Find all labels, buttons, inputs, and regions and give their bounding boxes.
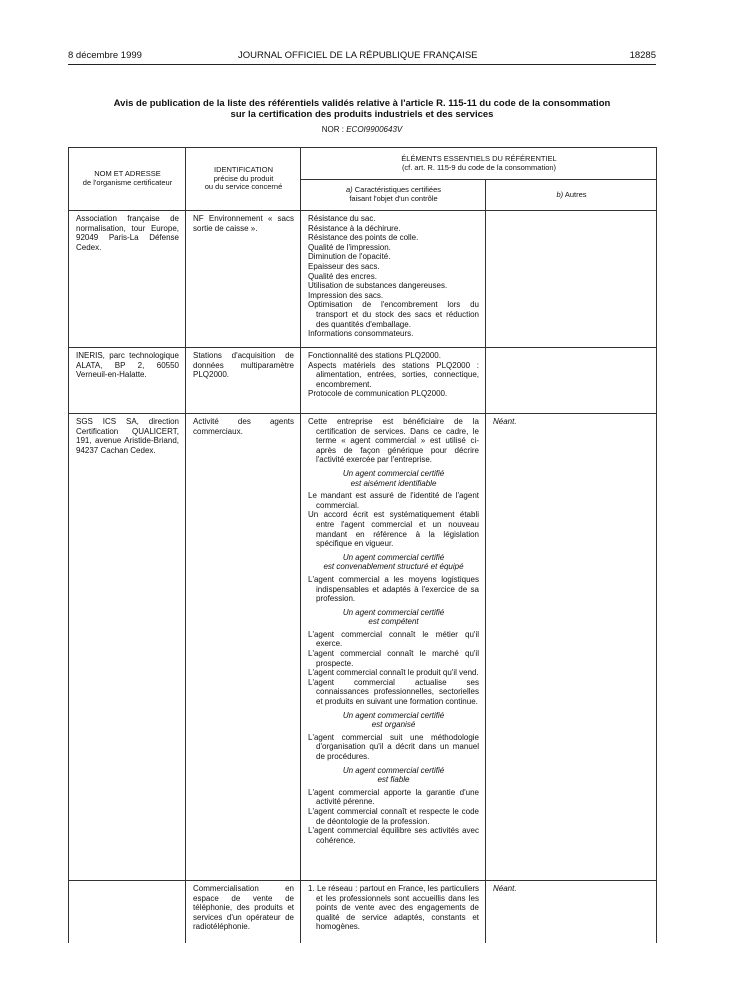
list-item: Fonctionnalité des stations PLQ2000. <box>308 351 441 360</box>
caracteristiques-cell <box>301 414 486 881</box>
organisme-cell: SGS ICS SA, direction Certification QUALICERT, 191, avenue Aristide-Briand, 94237 Cachan Cedex. <box>69 414 186 881</box>
autres-cell: Néant. <box>486 881 657 943</box>
produit-cell: Commercialisation en espace de vente de téléphonie, des produits et services d'un opérateur de radiotéléphonie. <box>186 881 301 943</box>
col-header-caracteristiques-line2: faisant l'objet d'un contrôle <box>349 194 438 203</box>
col-header-identification <box>186 148 301 211</box>
list-item: Epaisseur des sacs. <box>308 261 380 271</box>
list-item: Le mandant est assuré de l'identité de l'agent commercial. <box>308 491 479 510</box>
list-item: Utilisation de substances dangereuses. <box>308 281 448 291</box>
list-item: Qualité des encres. <box>308 271 377 281</box>
list-item: L'agent commercial équilibre ses activités avec cohérence. <box>308 826 479 845</box>
col-header-organisme-sub: de l'organisme certificateur <box>82 178 173 187</box>
produit-cell: Activité des agents commerciaux. <box>186 414 301 881</box>
table-row <box>69 348 657 414</box>
journal-title: JOURNAL OFFICIEL DE LA RÉPUBLIQUE FRANÇAISE <box>238 50 478 61</box>
section-heading-line2: est aisément identifiable <box>350 478 437 488</box>
caracteristiques-cell <box>301 211 486 348</box>
col-header-identification-title: IDENTIFICATION <box>213 165 274 175</box>
autres-cell: Néant. <box>486 414 657 881</box>
caracteristiques-cell <box>301 881 486 943</box>
section-heading <box>308 766 479 785</box>
produit-cell: Stations d'acquisition de données multiparamètre PLQ2000. <box>186 348 301 414</box>
col-header-autres <box>486 180 657 211</box>
notice-title <box>68 98 656 120</box>
list-item: Diminution de l'opacité. <box>308 252 391 262</box>
autres-cell <box>486 211 657 348</box>
intro-paragraph: Cette entreprise est bénéficiaire de la certification de services. Dans ce cadre, le terme « agent commercial » est utilisé ci-après de façon générique pour décrire l'activité exercée par l'entreprise. <box>308 417 479 465</box>
list-item: L'agent commercial connaît le produit qu'il vend. <box>308 668 479 678</box>
list-item: Résistance à la déchirure. <box>308 223 401 233</box>
nor-label: NOR : <box>321 125 344 134</box>
sub-a-letter: a) <box>345 185 353 195</box>
page-header <box>68 50 656 64</box>
table-row <box>69 414 657 881</box>
page-number: 18285 <box>629 50 656 61</box>
section-heading-line1: Un agent commercial certifié <box>342 468 445 478</box>
col-header-identification-sub2: ou du service concerné <box>204 182 283 192</box>
section-heading <box>308 469 479 488</box>
list-item: L'agent commercial connaît et respecte le code de déontologie de la profession. <box>308 806 479 826</box>
referentiels-table <box>68 147 657 943</box>
section-heading-line1: Un agent commercial certifié <box>342 710 445 720</box>
list-item: Aspects matériels des stations PLQ2000 : alimentation, entrées, sorties, connectique, encombrement. <box>308 360 479 389</box>
organisme-cell: Association française de normalisation, tour Europe, 92049 Paris-La Défense Cedex. <box>69 211 186 348</box>
list-item: Protocole de communication PLQ2000. <box>308 389 448 399</box>
notice-title-line2: sur la certification des produits industriels et des services <box>230 109 494 120</box>
list-item: Résistance des points de colle. <box>308 233 419 243</box>
organisme-cell: INERIS, parc technologique ALATA, BP 2, 60550 Verneuil-en-Halatte. <box>69 348 186 414</box>
produit-cell: NF Environnement « sacs sortie de caisse ». <box>186 211 301 348</box>
list-item: Impression des sacs. <box>308 290 384 300</box>
nor-value: ECOI9900643V <box>346 125 403 134</box>
section-heading-line1: Un agent commercial certifié <box>342 607 445 617</box>
list-item: Informations consommateurs. <box>308 329 414 339</box>
notice-title-line1: Avis de publication de la liste des référentiels validés relative à l'article R. 115-11 du code de la consommation <box>113 98 611 109</box>
section-heading-line2: est fiable <box>377 775 410 785</box>
col-header-elements <box>301 148 657 180</box>
col-header-organisme <box>69 148 186 211</box>
section-heading-line2: est compétent <box>368 617 419 627</box>
section-heading <box>308 553 479 572</box>
autres-cell <box>486 348 657 414</box>
col-header-identification-sub1: précise du produit <box>213 173 274 183</box>
list-item: Qualité de l'impression. <box>308 242 391 252</box>
table-row <box>69 881 657 943</box>
section-heading <box>308 608 479 627</box>
nor-reference <box>68 125 656 134</box>
list-item: L'agent commercial a les moyens logistiques indispensables et adaptés à l'exercice de sa profession. <box>308 574 479 604</box>
sub-b-letter: b) <box>556 189 564 199</box>
header-rule <box>68 64 656 65</box>
section-heading-line2: est organisé <box>371 720 416 730</box>
header-date: 8 décembre 1999 <box>68 50 142 61</box>
caracteristiques-cell <box>301 348 486 414</box>
list-item: 1. Le réseau : partout en France, les particuliers et les professionnels sont accueillis dans les points de vente avec des engagements de qualité de service adaptés, constants et homogènes. <box>308 884 479 932</box>
col-header-elements-sub: (cf. art. R. 115-9 du code de la consommation) <box>401 162 557 172</box>
list-item: L'agent commercial apporte la garantie d'une activité pérenne. <box>308 787 479 807</box>
section-heading-line1: Un agent commercial certifié <box>342 765 445 775</box>
list-item: Un accord écrit est systématiquement établi entre l'agent commercial et un nouveau mandant en référence à la législation spécifique en vigueur. <box>308 510 479 549</box>
col-header-caracteristiques <box>301 180 486 211</box>
list-item: Optimisation de l'encombrement lors du transport et du stock des sacs et réduction des quantités d'emballage. <box>308 300 479 329</box>
organisme-cell <box>69 881 186 943</box>
section-heading-line2: est convenablement structuré et équipé <box>323 562 464 572</box>
col-header-elements-title: ÉLÉMENTS ESSENTIELS DU RÉFÉRENTIEL <box>401 153 557 163</box>
col-header-organisme-title: NOM ET ADRESSE <box>94 169 161 179</box>
list-item: L'agent commercial connaît le métier qu'il exerce. <box>308 629 479 649</box>
sub-a-text: Caractéristiques certifiées <box>354 185 442 195</box>
list-item: L'agent commercial suit une méthodologie d'organisation qu'il a décrit dans un manuel de procédures. <box>308 732 479 761</box>
list-item: L'agent commercial actualise ses connaissances professionnelles, sectorielles et produits en suivant une formation continue. <box>308 677 479 707</box>
table-row <box>69 211 657 348</box>
section-heading-line1: Un agent commercial certifié <box>342 552 445 562</box>
table-header-row <box>69 148 657 180</box>
section-heading <box>308 711 479 730</box>
list-item: Résistance du sac. <box>308 214 376 223</box>
sub-b-text: Autres <box>564 189 587 199</box>
list-item: L'agent commercial connaît le marché qu'il prospecte. <box>308 649 479 668</box>
